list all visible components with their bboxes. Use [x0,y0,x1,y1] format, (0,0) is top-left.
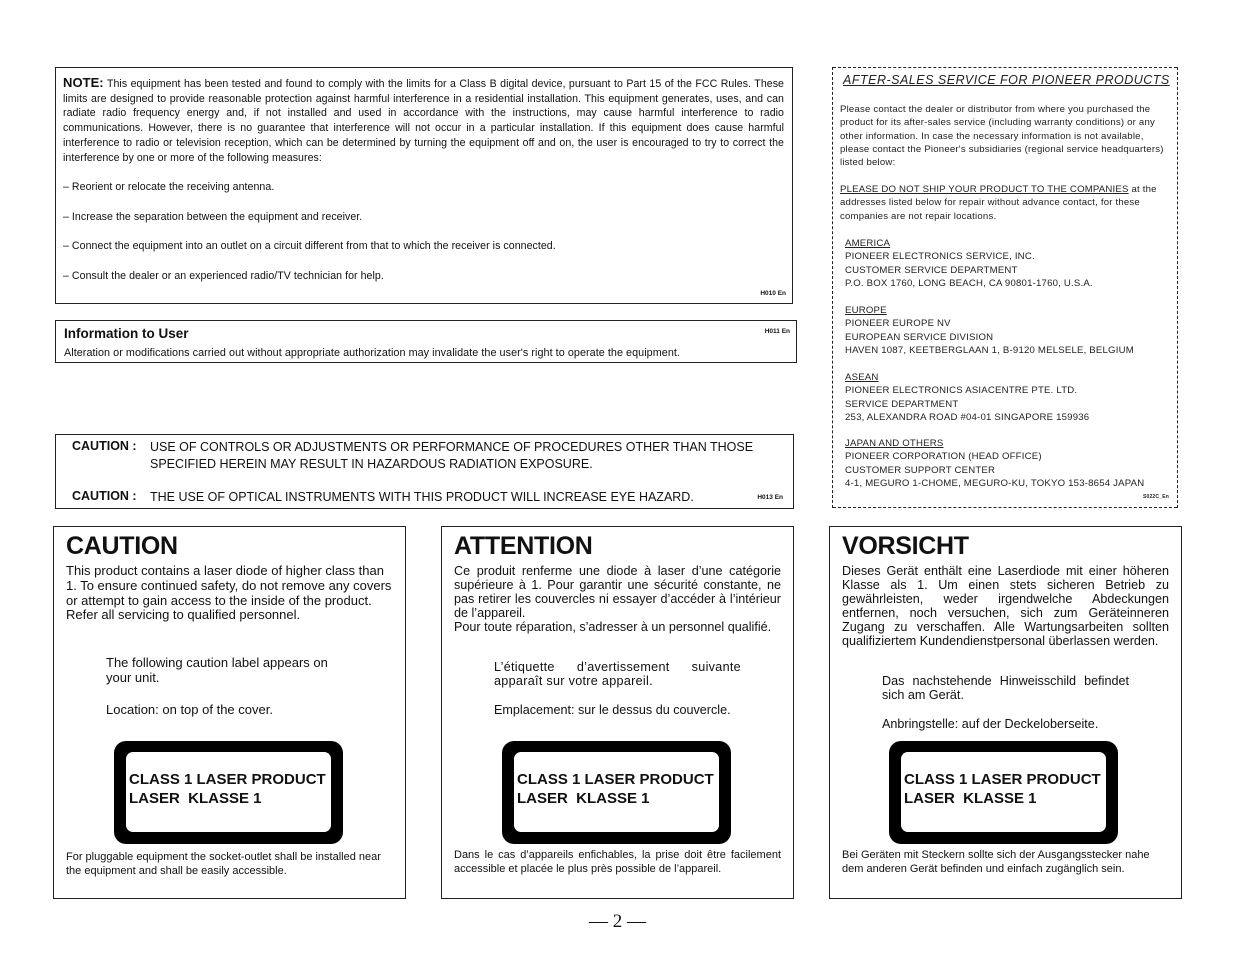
address-line: PIONEER ELECTRONICS SERVICE, INC. [845,251,1035,263]
region-japan [845,437,1171,490]
fcc-intro [63,76,784,165]
panel-heading: VORSICHT [842,532,969,560]
caution-panel-german [829,526,1182,899]
panel-footer: For pluggable equipment the socket-outlet shall be installed near the equipment and shall be easily accessible. [66,851,381,878]
address-line: PIONEER ELECTRONICS ASIACENTRE PTE. LTD. [845,385,1078,397]
panel-body: This product contains a laser diode of higher class than 1. To ensure continued safety, do not remove any covers or attempt to gain access to the inside of the product. Refer all servicing to qualified personnel. [66,563,392,623]
region-name: JAPAN AND OTHERS [845,438,944,449]
panel-footer: Dans le cas d’appareils enfichables, la prise doit être facilement accessible et placée le plus près possible de l’appareil. [454,849,781,876]
after-sales-warning [840,183,1171,223]
region-america [845,237,1171,290]
document-code: H010 En [760,290,786,297]
laser-label-text: CLASS 1 LASER PRODUCT LASER KLASSE 1 [901,752,1106,832]
panel-heading: CAUTION [66,532,178,560]
fcc-intro-text: This equipment has been tested and found to comply with the limits for a Class B digital device, pursuant to Part 15 of the FCC Rules. These limits are designed to provide reasonable protection against harmful interference in a residential installation. This equipment generates, uses, and can radiate radio frequency energy and, if not installed and used in accordance with the instructions, may cause harmful interference to radio communications. However, there is no guarantee that interference will not occur in a particular installation. If this equipment does cause harmful interference to radio or television reception, which can be determined by turning the equipment off and on, the user is encouraged to try to correct the interference by one or more of the following measures: [63,78,784,164]
laser-label-text: CLASS 1 LASER PRODUCT LASER KLASSE 1 [514,752,719,832]
panel-body: Ce produit renferme une diode à laser d’une catégorie supérieure à 1. Pour garantir une sécurité constante, ne pas retirer les couvercles ni essayer d’accéder à l’intérieur de l’appareil. Pour toute réparation, s’adresser à un personnel qualifié. [454,564,781,634]
address-line: HAVEN 1087, KEETBERGLAAN 1, B-9120 MELSELE, BELGIUM [845,344,1134,356]
fcc-measure: – Reorient or relocate the receiving antenna. [63,181,275,194]
dashed-border-top [833,67,1177,68]
note-label: NOTE: [63,75,104,90]
laser-caution-row [72,489,752,506]
address-line: SERVICE DEPARTMENT [845,398,959,410]
page-number: — 2 — [589,911,646,932]
region-name: EUROPE [845,305,887,316]
address-line: 4-1, MEGURO 1-CHOME, MEGURO-KU, TOKYO 153-8654 JAPAN [845,477,1145,489]
document-code: S022C_En [1142,493,1169,500]
panel-heading: ATTENTION [454,532,593,560]
address-line: P.O. BOX 1760, LONG BEACH, CA 90801-1760, U.S.A. [845,277,1093,289]
after-sales-intro: Please contact the dealer or distributor from where you purchased the product for its after-sales service (including warranty conditions) or any other information. In case the necessary information is not available, please contact the Pioneer's subsidiaries (regional service headquarters) listed below: [840,104,1164,169]
do-not-ship-rest: at the addresses listed below for repair without advance contact, for these companies are not repair locations. [840,184,1157,222]
laser-product-label [889,741,1118,844]
panel-footer: Bei Geräten mit Steckern sollte sich der Ausgangsstecker nahe dem anderen Gerät befinden und einfach zugänglich sein. [842,849,1150,876]
caution-panel-english [53,526,406,899]
address-line: CUSTOMER SUPPORT CENTER [845,464,996,476]
fcc-measure: – Connect the equipment into an outlet on a circuit different from that to which the receiver is connected. [63,240,556,253]
fcc-notice-box [55,67,793,304]
caution-text: THE USE OF OPTICAL INSTRUMENTS WITH THIS PRODUCT WILL INCREASE EYE HAZARD. [150,490,694,504]
do-not-ship-text: PLEASE DO NOT SHIP YOUR PRODUCT TO THE COMPANIES [840,184,1129,195]
laser-product-label [502,741,731,844]
label-note: L’étiquette d’avertissement suivante apparaît sur votre appareil. [494,660,741,688]
address-line: PIONEER EUROPE NV [845,318,951,330]
label-location: Anbringstelle: auf der Deckeloberseite. [882,717,1099,731]
region-europe [845,304,1171,357]
fcc-measure: – Consult the dealer or an experienced radio/TV technician for help. [63,269,384,282]
laser-caution-row [72,439,772,473]
caution-panel-french [441,526,794,899]
label-location: Emplacement: sur le dessus du couvercle. [494,703,731,717]
laser-label-text: CLASS 1 LASER PRODUCT LASER KLASSE 1 [126,752,331,832]
caution-label: CAUTION : [72,489,137,503]
info-title: Information to User [64,326,189,341]
after-sales-panel [832,67,1178,508]
caution-text: USE OF CONTROLS OR ADJUSTMENTS OR PERFORMANCE OF PROCEDURES OTHER THAN THOSE SPECIFIED HEREIN MAY RESULT IN HAZARDOUS RADIATION EXPOSURE. [150,440,754,471]
address-line: PIONEER CORPORATION (HEAD OFFICE) [845,451,1042,463]
caution-label: CAUTION : [72,439,137,453]
after-sales-title: AFTER-SALES SERVICE FOR PIONEER PRODUCTS [843,73,1170,87]
address-line: EUROPEAN SERVICE DIVISION [845,331,994,343]
region-name: ASEAN [845,372,879,383]
laser-caution-box [55,434,794,509]
document-code: H011 En [764,328,790,335]
laser-product-label [114,741,343,844]
dashed-border-bottom [833,507,1177,508]
panel-body: Dieses Gerät enthält eine Laserdiode mit einer höheren Klasse als 1. Um einen stets sicheren Betrieb zu gewährleisten, weder irgendwelche Abdeckungen entfernen, noch versuchen, sich zum Geräteinneren Zugang zu verschaffen. Alle Wartungsarbeiten sollten qualifiziertem Kundendienstpersonal überlassen werden. [842,564,1169,648]
document-code: H013 En [757,494,783,501]
label-location: Location: on top of the cover. [106,702,273,717]
region-name: AMERICA [845,238,891,249]
fcc-measure: – Increase the separation between the equipment and receiver. [63,210,363,223]
label-note: The following caution label appears on your unit. [106,655,328,685]
region-asean [845,371,1171,424]
address-line: 253, ALEXANDRA ROAD #04-01 SINGAPORE 159936 [845,411,1090,423]
info-text: Alteration or modifications carried out without appropriate authorization may invalidate the user's right to operate the equipment. [64,347,680,359]
address-line: CUSTOMER SERVICE DEPARTMENT [845,264,1018,276]
label-note: Das nachstehende Hinweisschild befindet sich am Gerät. [882,674,1129,702]
info-to-user-box [55,320,797,363]
